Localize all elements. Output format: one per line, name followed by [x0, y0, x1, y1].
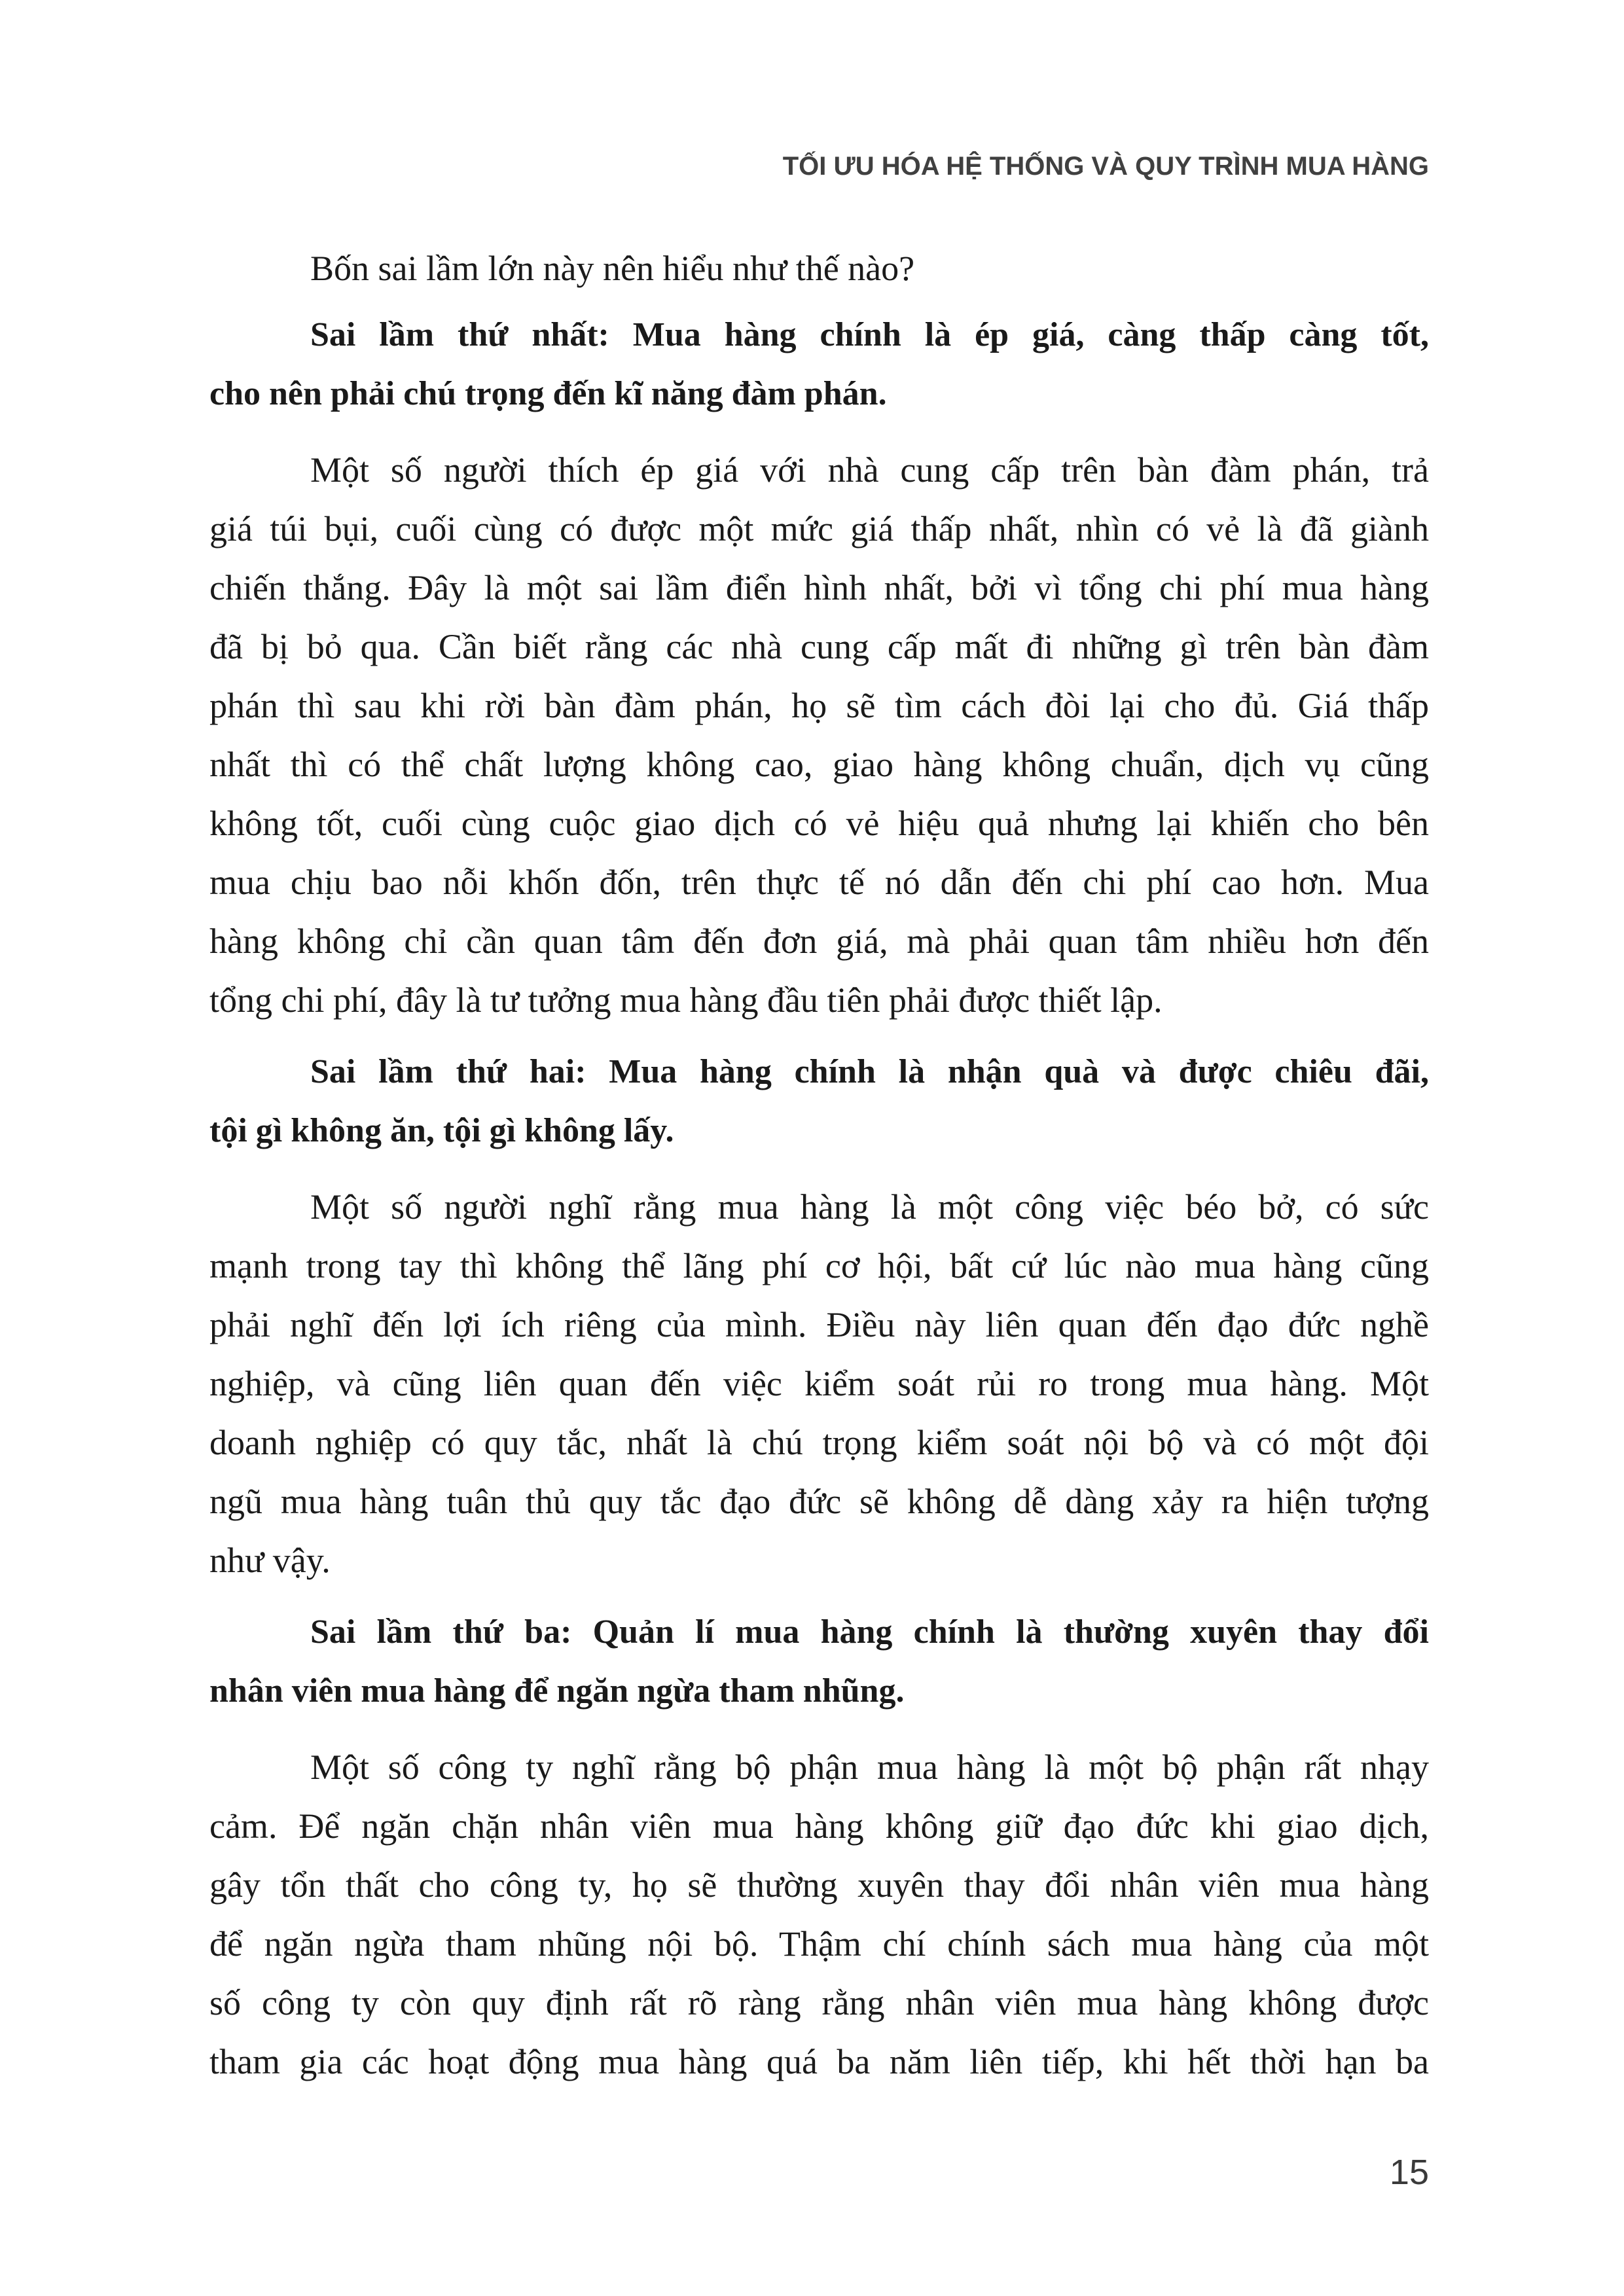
text-line: không tốt, cuối cùng cuộc giao dịch có vẻ hiệu quả nhưng lại khiến cho bên [209, 804, 1429, 843]
section-heading [209, 306, 1429, 423]
text-line: tham gia các hoạt động mua hàng quá ba năm liên tiếp, khi hết thời hạn ba [209, 2042, 1429, 2081]
text-line: Sai lầm thứ nhất: Mua hàng chính là ép giá, càng thấp càng tốt, [310, 316, 1429, 353]
text-line: số công ty còn quy định rất rõ ràng rằng nhân viên mua hàng không được [209, 1983, 1429, 2022]
text-line: Sai lầm thứ ba: Quản lí mua hàng chính là thường xuyên thay đổi [310, 1613, 1429, 1651]
text-line: Một số người nghĩ rằng mua hàng là một công việc béo bở, có sức [310, 1187, 1429, 1227]
text-line: nhân viên mua hàng để ngăn ngừa tham nhũng. [209, 1672, 905, 1710]
text-line: tội gì không ăn, tội gì không lấy. [209, 1112, 674, 1149]
text-line: ngũ mua hàng tuân thủ quy tắc đạo đức sẽ không dễ dàng xảy ra hiện tượng [209, 1482, 1429, 1521]
text-line: mua chịu bao nỗi khốn đốn, trên thực tế nó dẫn đến chi phí cao hơn. Mua [209, 863, 1429, 902]
paragraph [209, 239, 1429, 298]
body-text [209, 239, 1429, 2091]
text-line: phải nghĩ đến lợi ích riêng của mình. Điều này liên quan đến đạo đức nghề [209, 1305, 1429, 1344]
text-line: để ngăn ngừa tham nhũng nội bộ. Thậm chí chính sách mua hàng của một [209, 1924, 1429, 1964]
page-number: 15 [1389, 2153, 1429, 2192]
text-line: hàng không chỉ cần quan tâm đến đơn giá, mà phải quan tâm nhiều hơn đến [209, 922, 1429, 961]
text-line: cho nên phải chú trọng đến kĩ năng đàm phán. [209, 375, 887, 412]
paragraph [209, 1177, 1429, 1590]
text-line: nghiệp, và cũng liên quan đến việc kiểm soát rủi ro trong mua hàng. Một [209, 1364, 1429, 1403]
text-line: tổng chi phí, đây là tư tưởng mua hàng đầu tiên phải được thiết lập. [209, 980, 1163, 1020]
text-line: như vậy. [209, 1541, 331, 1580]
text-line: gây tổn thất cho công ty, họ sẽ thường xuyên thay đổi nhân viên mua hàng [209, 1865, 1429, 1905]
paragraph [209, 440, 1429, 1030]
text-line: cảm. Để ngăn chặn nhân viên mua hàng không giữ đạo đức khi giao dịch, [209, 1806, 1429, 1846]
section-heading [209, 1043, 1429, 1160]
paragraph [209, 1738, 1429, 2091]
section-heading [209, 1603, 1429, 1721]
text-line: mạnh trong tay thì không thể lãng phí cơ hội, bất cứ lúc nào mua hàng cũng [209, 1246, 1429, 1285]
running-head: TỐI ƯU HÓA HỆ THỐNG VÀ QUY TRÌNH MUA HÀNG [782, 152, 1429, 181]
text-line: Bốn sai lầm lớn này nên hiểu như thế nào? [310, 249, 915, 288]
text-line: phán thì sau khi rời bàn đàm phán, họ sẽ tìm cách đòi lại cho đủ. Giá thấp [209, 686, 1429, 725]
text-line: Sai lầm thứ hai: Mua hàng chính là nhận quà và được chiêu đãi, [310, 1053, 1429, 1090]
text-line: doanh nghiệp có quy tắc, nhất là chú trọng kiểm soát nội bộ và có một đội [209, 1423, 1429, 1462]
text-line: Một số người thích ép giá với nhà cung cấp trên bàn đàm phán, trả [310, 450, 1429, 490]
text-line: đã bị bỏ qua. Cần biết rằng các nhà cung cấp mất đi những gì trên bàn đàm [209, 627, 1429, 666]
text-line: giá túi bụi, cuối cùng có được một mức giá thấp nhất, nhìn có vẻ là đã giành [209, 509, 1429, 548]
text-line: chiến thắng. Đây là một sai lầm điển hình nhất, bởi vì tổng chi phí mua hàng [209, 568, 1429, 607]
text-line: Một số công ty nghĩ rằng bộ phận mua hàng là một bộ phận rất nhạy [310, 1748, 1429, 1787]
text-line: nhất thì có thể chất lượng không cao, giao hàng không chuẩn, dịch vụ cũng [209, 745, 1429, 784]
